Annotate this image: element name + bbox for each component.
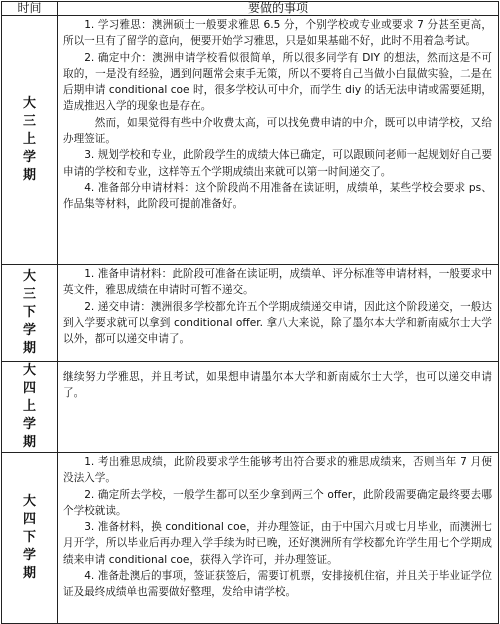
- header-time: 时间: [2, 2, 58, 16]
- todo-paragraph: 1. 准备申请材料：此阶段可准备在读证明，成绩单、评分标准等申请材料，一般要求中英文件，雅思成绩在申请时可暂不递交。: [63, 268, 492, 297]
- period-char: 三: [22, 114, 36, 129]
- period-char: 下: [22, 530, 36, 545]
- period-char: 上: [22, 399, 36, 414]
- todo-cell: [58, 362, 499, 453]
- plan-table: [1, 1, 499, 624]
- todo-paragraph: 4. 准备部分申请材料：这个阶段尚不用准备在读证明，成绩单，某些学校会要求 ps、作品集等材料，此阶段可提前准备好。: [63, 181, 492, 211]
- todo-paragraph: 1. 学习雅思：澳洲硕士一般要求雅思 6.5 分，个别学校或专业或要求 7 分甚至更高，所以一旦有了留学的意向，便要开始学习雅思，只是如果基础不好，此时不用着急考试。: [63, 19, 492, 48]
- period-char: 大: [22, 363, 36, 378]
- period-char: 大: [22, 269, 36, 284]
- period-cell: [2, 16, 58, 265]
- period-char: 三: [22, 287, 36, 302]
- todo-paragraph: 2. 递交申请：澳洲很多学校都允许五个学期成绩递交申请，因此这个阶段递交，一般达到入学要求就可以拿到 conditional offer. 拿八大来说，除了墨尔本大学和新南威尔士大学以外，都可以递交申请了。: [63, 300, 492, 346]
- header-row: [2, 2, 499, 16]
- period-char: 大: [22, 494, 36, 509]
- period-char: 学: [22, 548, 36, 563]
- header-todo: 要做的事项: [58, 2, 499, 16]
- table-row: [2, 265, 499, 362]
- todo-paragraph: 4. 准备赴澳后的事项，签证获签后，需要订机票，安排接机住宿，并且关于毕业证学位证及最终成绩单也需要做好整理，发给申请学校。: [63, 570, 492, 599]
- period-char: 期: [22, 435, 36, 450]
- todo-paragraph: 2. 确定中介：澳洲申请学校看似很简单，所以很多同学有 DIY 的想法，然而这是不可取的，一是没有经验，遇到问题常会束手无策，所以不要将自己当做小白鼠做实验，二是在后期申请 conditional coe 时，很多学校认可中介，而学生 diy 的话无法申请或需要延期，造成推迟入学的现象也是存在。: [63, 51, 492, 113]
- todo-paragraph: 3. 准备材料，换 conditional coe，并办理签证，由于中国六月或七月毕业，而澳洲七月开学，所以毕业后再办理入学手续为时已晚，还好澳洲所有学校都允许学生用七个学期成绩来申请 conditional coe，获得入学许可，并办理签证。: [63, 521, 492, 566]
- period-char: 四: [22, 512, 36, 527]
- todo-cell: [58, 16, 499, 265]
- table-row: [2, 453, 499, 624]
- period-char: 上: [22, 132, 36, 147]
- period-char: 学: [22, 150, 36, 165]
- period-char: 期: [22, 168, 36, 183]
- period-char: 大: [22, 96, 36, 111]
- period-char: 四: [22, 381, 36, 396]
- todo-cell: [58, 453, 499, 624]
- todo-paragraph: 2. 确定所去学校，一般学生都可以至少拿到两三个 offer，此阶段需要确定最终要去哪个学校就读。: [63, 488, 492, 517]
- todo-paragraph: 3. 规划学校和专业，此阶段学生的成绩大体已确定，可以跟顾问老师一起规划好自己要申请的学校和专业，这样等五个学期成绩出来就可以第一时间递交了。: [63, 149, 492, 178]
- todo-paragraph: 继续努力学雅思，并且考试，如果想申请墨尔本大学和新南威尔士大学，也可以递交申请了。: [63, 371, 492, 400]
- period-char: 下: [22, 305, 36, 320]
- period-cell: [2, 362, 58, 453]
- todo-paragraph: 1. 考出雅思成绩，此阶段要求学生能够考出符合要求的雅思成绩来，否则当年 7 月便没法入学。: [63, 456, 492, 485]
- period-char: 学: [22, 323, 36, 338]
- period-cell: [2, 265, 58, 362]
- table-row: [2, 16, 499, 265]
- period-char: 期: [22, 566, 36, 581]
- period-char: 学: [22, 417, 36, 432]
- todo-cell: [58, 265, 499, 362]
- period-cell: [2, 453, 58, 624]
- table-row: [2, 362, 499, 453]
- period-char: 期: [22, 341, 36, 356]
- todo-paragraph: 然而，如果觉得有些中介收费太高，可以找免费申请的中介，既可以申请学校，又给办理签证。: [63, 116, 492, 146]
